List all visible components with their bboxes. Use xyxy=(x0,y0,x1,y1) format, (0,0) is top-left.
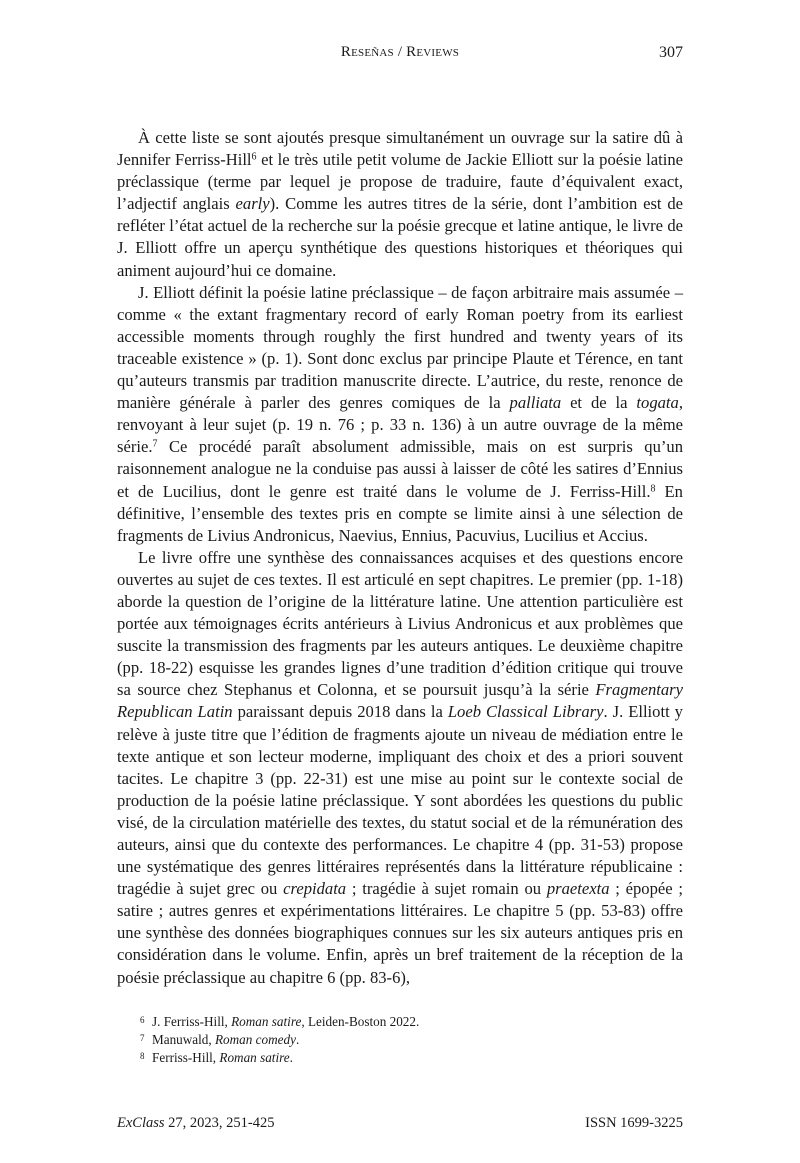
footnote-text xyxy=(152,1031,683,1049)
footnote-text xyxy=(152,1013,683,1031)
italic-text: togata xyxy=(636,393,679,413)
italic-text: palliata xyxy=(509,393,562,413)
journal-citation xyxy=(117,1113,275,1133)
text-run: J. Elliott définit la poésie latine préclassique – de façon arbitraire mais assumée – comme « the extant fragmentary record of early Roman poetry from its earliest accessible moments through roughly the first hundred and twenty years of its traceable existence » (p. 1). Sont donc exclus par principe Plaute et Térence, en tant qu’auteurs transmis par tradition manuscrite directe. L’autrice, du reste, renonce de manière générale à parler des genres comiques de la xyxy=(117,282,683,413)
text-run: . J. Elliott y relève à juste titre que l’édition de fragments ajoute un niveau de médiation entre le texte antique et son lecteur moderne, impliquant des choix et des a priori souvent tacites. Le chapitre 3 (pp. 22-31) est une mise au point sur le contexte social de production de la poésie latine préclassique. Y sont abordées les questions du public visé, de la circulation matérielle des textes, du statut social et de la rémunération des auteurs, ainsi que du contexte des performances. Le chapitre 4 (pp. 31-53) propose une systématique des genres littéraires représentés dans la littérature républicaine : tragédie à sujet grec ou xyxy=(117,702,683,899)
text-run: Le livre offre une synthèse des connaissances acquises et des questions encore ouvertes au sujet de ces textes. Il est articulé en sept chapitres. Le premier (pp. 1-18) aborde la question de l’origine de la littérature latine. Une attention particulière est portée aux témoignages écrits antérieurs à Livius Andronicus et aux problèmes que suscite la transmission des fragments par les auteurs antiques. Le deuxième chapitre (pp. 18-22) esquisse les grandes lignes d’une tradition d’édition critique qui trouve sa source chez Stephanus et Colonna, et se poursuit jusqu’à la série xyxy=(117,547,683,700)
paragraph xyxy=(117,127,683,282)
footnote-number: 8 xyxy=(140,1050,145,1061)
footnote-ref: 7 xyxy=(152,438,158,450)
paragraph xyxy=(117,282,683,547)
page xyxy=(117,0,683,1163)
italic-text: Roman satire xyxy=(231,1013,302,1029)
italic-text: Loeb Classical Library xyxy=(447,702,604,722)
text-run: . xyxy=(289,1049,293,1065)
footnote-number: 6 xyxy=(140,1014,145,1025)
text-run: Manuwald, xyxy=(152,1031,215,1047)
issn: ISSN 1699-3225 xyxy=(585,1114,683,1131)
italic-text: praetexta xyxy=(546,879,610,899)
text-run: et de la xyxy=(561,393,637,413)
text-run: ; épopée ; satire ; autres genres et expérimentations littéraires. Le chapitre 5 (pp. 53-83) offre une synthèse des données biographiques connues sur les six auteurs antiques pris en considération dans le volume. Enfin, après un bref traitement de la réception de la poésie préclassique au chapitre 6 (pp. 83-6), xyxy=(117,879,684,987)
text-run: Ferriss-Hill, xyxy=(152,1049,220,1065)
text-run: ; tragédie à sujet romain ou xyxy=(346,879,547,899)
text-run: À cette liste se sont ajoutés presque simultanément un ouvrage sur la satire dû à Jennifer Ferriss-Hill xyxy=(117,128,683,170)
italic-text: crepidata xyxy=(283,879,347,899)
text-run: ). Comme les autres titres de la série, dont l’ambition est de refléter l’état actuel de la recherche sur la poésie grecque et latine antique, le livre de J. Elliott offre un aperçu synthétique des questions historiques et théoriques qui animent aujourd’hui ce domaine. xyxy=(117,194,684,280)
italic-text: early xyxy=(235,194,270,214)
volume-year-pages: 27, 2023, 251-425 xyxy=(164,1114,275,1131)
italic-text: Roman satire xyxy=(219,1049,290,1065)
italic-text: Roman comedy xyxy=(215,1031,296,1047)
footnote-ref: 8 xyxy=(650,483,656,495)
body-text xyxy=(117,127,683,989)
text-run: , Leiden-Boston 2022. xyxy=(301,1013,420,1029)
running-header xyxy=(117,44,683,66)
text-run: En définitive, l’ensemble des textes pris en compte se limite ainsi à une sélection de fragments de Livius Andronicus, Naevius, Ennius, Pacuvius, Lucilius et Accius. xyxy=(117,481,683,545)
footnotes xyxy=(117,1013,683,1067)
footnote-ref: 6 xyxy=(251,151,257,163)
text-run: paraissant depuis 2018 dans la xyxy=(232,702,448,722)
footnote xyxy=(140,1031,683,1049)
footnote-number: 7 xyxy=(140,1032,145,1043)
text-run: J. Ferriss-Hill, xyxy=(152,1013,232,1029)
journal-name: ExClass xyxy=(117,1114,165,1131)
running-title: Reseñas / Reviews xyxy=(340,44,460,60)
footnote xyxy=(140,1049,683,1067)
footnote-text xyxy=(152,1049,683,1067)
text-run: Ce procédé paraît absolument admissible, mais on est surpris qu’un raisonnement analogue ne la conduise pas aussi à laisser de côté les satires d’Ennius et de Lucilius, dont le genre est traité dans le volume de J. Ferriss-Hill. xyxy=(117,437,683,501)
page-number: 307 xyxy=(659,44,683,61)
text-run: , renvoyant à leur sujet (p. 19 n. 76 ; p. 33 n. 136) à un autre ouvrage de la même série. xyxy=(117,393,683,457)
page-footer xyxy=(117,1113,683,1133)
text-run: . xyxy=(295,1031,300,1047)
paragraph xyxy=(117,547,683,989)
italic-text: Fragmentary Republican Latin xyxy=(117,680,683,722)
text-run: et le très utile petit volume de Jackie Elliott sur la poésie latine préclassique (terme par lequel je propose de traduire, faute d’équivalent exact, l’adjectif anglais xyxy=(117,150,683,214)
footnote xyxy=(140,1013,683,1031)
